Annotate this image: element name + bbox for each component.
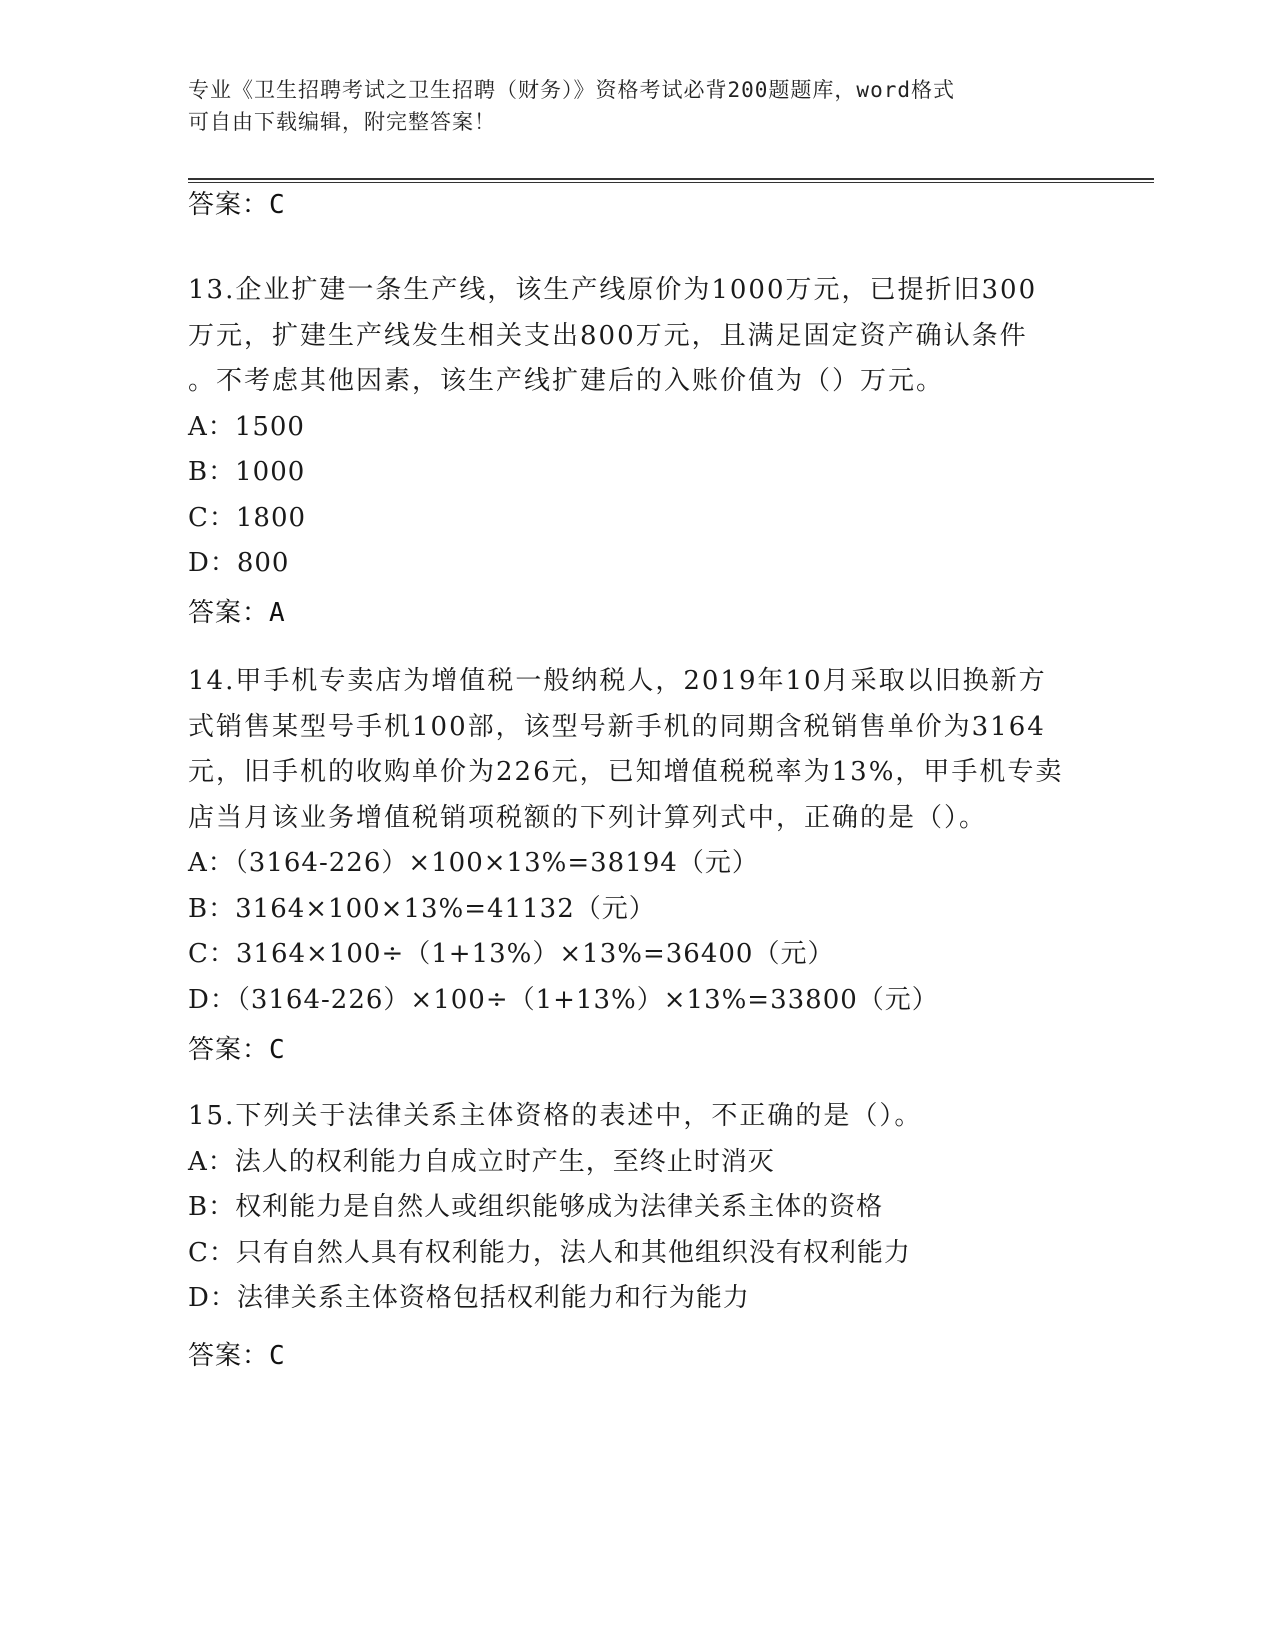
header-line-1: 专业《卫生招聘考试之卫生招聘（财务）》资格考试必背200题题库，word格式: [188, 78, 955, 102]
option-d: D：800: [188, 548, 290, 578]
question-stem-line: 元，旧手机的收购单价为226元，已知增值税税率为13%，甲手机专卖: [188, 757, 1064, 787]
option-c: C：1800: [188, 502, 307, 533]
question-14: [188, 659, 1088, 1023]
header-divider: [188, 178, 1154, 183]
option-b: B：3164×100×13%=41132（元）: [188, 893, 656, 924]
question-stem-line: 15.下列关于法律关系主体资格的表述中，不正确的是（）。: [188, 1101, 923, 1131]
question-15: [188, 1094, 1088, 1322]
option-c: C：3164×100÷（1+13%）×13%=36400（元）: [188, 939, 835, 969]
option-a: A：（3164-226）×100×13%=38194（元）: [188, 848, 759, 878]
document-header: [188, 74, 1068, 138]
option-b: B：1000: [188, 457, 306, 487]
answer-14: 答案：C: [188, 1035, 286, 1065]
answer-13: 答案：A: [188, 598, 286, 628]
option-d: D：（3164-226）×100÷（1+13%）×13%=33800（元）: [188, 984, 939, 1015]
header-line-2: 可自由下载编辑，附完整答案！: [188, 110, 496, 134]
option-b: B：权利能力是自然人或组织能够成为法律关系主体的资格: [188, 1192, 884, 1222]
previous-answer: 答案：C: [188, 190, 286, 220]
option-c: C：只有自然人具有权利能力，法人和其他组织没有权利能力: [188, 1237, 911, 1268]
question-stem-line: 店当月该业务增值税销项税额的下列计算列式中，正确的是（）。: [188, 802, 988, 833]
answer-15: 答案：C: [188, 1341, 286, 1371]
option-a: A：1500: [188, 411, 305, 442]
option-d: D：法律关系主体资格包括权利能力和行为能力: [188, 1283, 750, 1313]
question-stem-line: 14.甲手机专卖店为增值税一般纳税人，2019年10月采取以旧换新方: [188, 666, 1047, 696]
question-stem-line: 。不考虑其他因素，该生产线扩建后的入账价值为（）万元。: [188, 366, 945, 396]
question-stem-line: 13.企业扩建一条生产线，该生产线原价为1000万元，已提折旧300: [188, 275, 1038, 305]
question-stem-line: 万元，扩建生产线发生相关支出800万元，且满足固定资产确认条件: [188, 320, 1028, 351]
option-a: A：法人的权利能力自成立时产生，至终止时消灭: [188, 1146, 775, 1177]
question-13: [188, 268, 1088, 587]
question-stem-line: 式销售某型号手机100部，该型号新手机的同期含税销售单价为3164: [188, 711, 1046, 742]
